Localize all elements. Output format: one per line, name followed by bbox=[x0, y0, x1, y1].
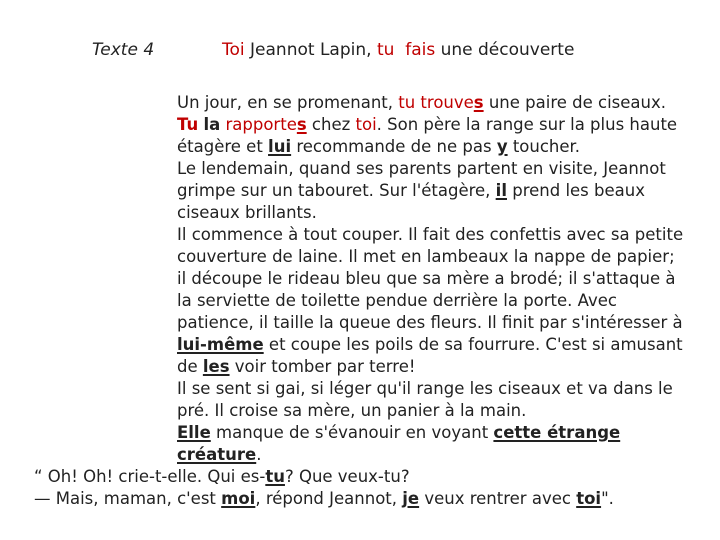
highlight-toi: toi bbox=[355, 115, 377, 134]
pronoun-lui: lui bbox=[268, 137, 292, 156]
ending-s: s bbox=[473, 93, 484, 112]
pronoun-moi: moi bbox=[221, 489, 256, 508]
text-number-label: Texte 4 bbox=[92, 40, 155, 60]
ending-s: s bbox=[296, 115, 307, 134]
pronoun-toi: toi bbox=[576, 489, 602, 508]
pronoun-la: la bbox=[203, 115, 221, 134]
pronoun-il: il bbox=[495, 181, 507, 200]
paragraph-4: Il se sent si gai, si léger qu'il range les ciseaux et va dans le pré. Il croise sa mère, un panier à la main. bbox=[177, 379, 673, 420]
pronoun-elle: Elle bbox=[177, 423, 211, 442]
pronoun-les: les bbox=[202, 357, 230, 376]
title-segment: Jeannot Lapin, bbox=[244, 40, 377, 60]
paragraph-6: “ Oh! Oh! crie-t-elle. Qui es-tu? Que veux-tu? bbox=[34, 467, 410, 486]
pronoun-lui-meme: lui-même bbox=[177, 335, 264, 354]
pronoun-je: je bbox=[402, 489, 420, 508]
noun-group-creature: cette étrange créature bbox=[177, 423, 621, 464]
paragraph-7: — Mais, maman, c'est moi, répond Jeannot, je veux rentrer avec toi". bbox=[34, 489, 614, 508]
pronoun-tu: tu bbox=[265, 467, 285, 486]
pronoun-tu: Tu bbox=[177, 115, 199, 134]
title-word-tu: tu bbox=[376, 40, 395, 60]
header bbox=[0, 40, 720, 66]
paragraph-3: Il commence à tout couper. Il fait des confettis avec sa petite couverture de laine. Il met en lambeaux la nappe de papier; il découpe le rideau bleu que sa mère a brodé; il s'attaque à la serviette de toilette pendue derrière la porte. Avec patience, il taille la queue des fleurs. Il finit par s'intéresser à lui-même et coupe les poils de sa fourrure. C'est si amusant de les voir tomber par terre! bbox=[177, 225, 684, 376]
pronoun-y: y bbox=[496, 137, 508, 156]
paragraph-1: Un jour, en se promenant, tu trouves une paire de ciseaux. Tu la rapportes chez toi. Son père la range sur la plus haute étagère et lui recommande de ne pas y toucher. bbox=[177, 93, 678, 156]
title-segment: une découverte bbox=[435, 40, 575, 60]
title-word-fais: fais bbox=[405, 40, 436, 60]
story-text bbox=[34, 92, 684, 510]
highlight-rapportes: rapporte bbox=[225, 115, 297, 134]
paragraph-5: Elle manque de s'évanouir en voyant cette étrange créature. bbox=[177, 423, 621, 464]
highlight-tu-trouves: tu trouve bbox=[398, 93, 474, 112]
text-title bbox=[222, 40, 574, 60]
title-word-toi: Toi bbox=[222, 40, 245, 60]
paragraph-2: Le lendemain, quand ses parents partent en visite, Jeannot grimpe sur un tabouret. Sur l'étagère, il prend les beaux ciseaux brillants. bbox=[177, 159, 666, 222]
